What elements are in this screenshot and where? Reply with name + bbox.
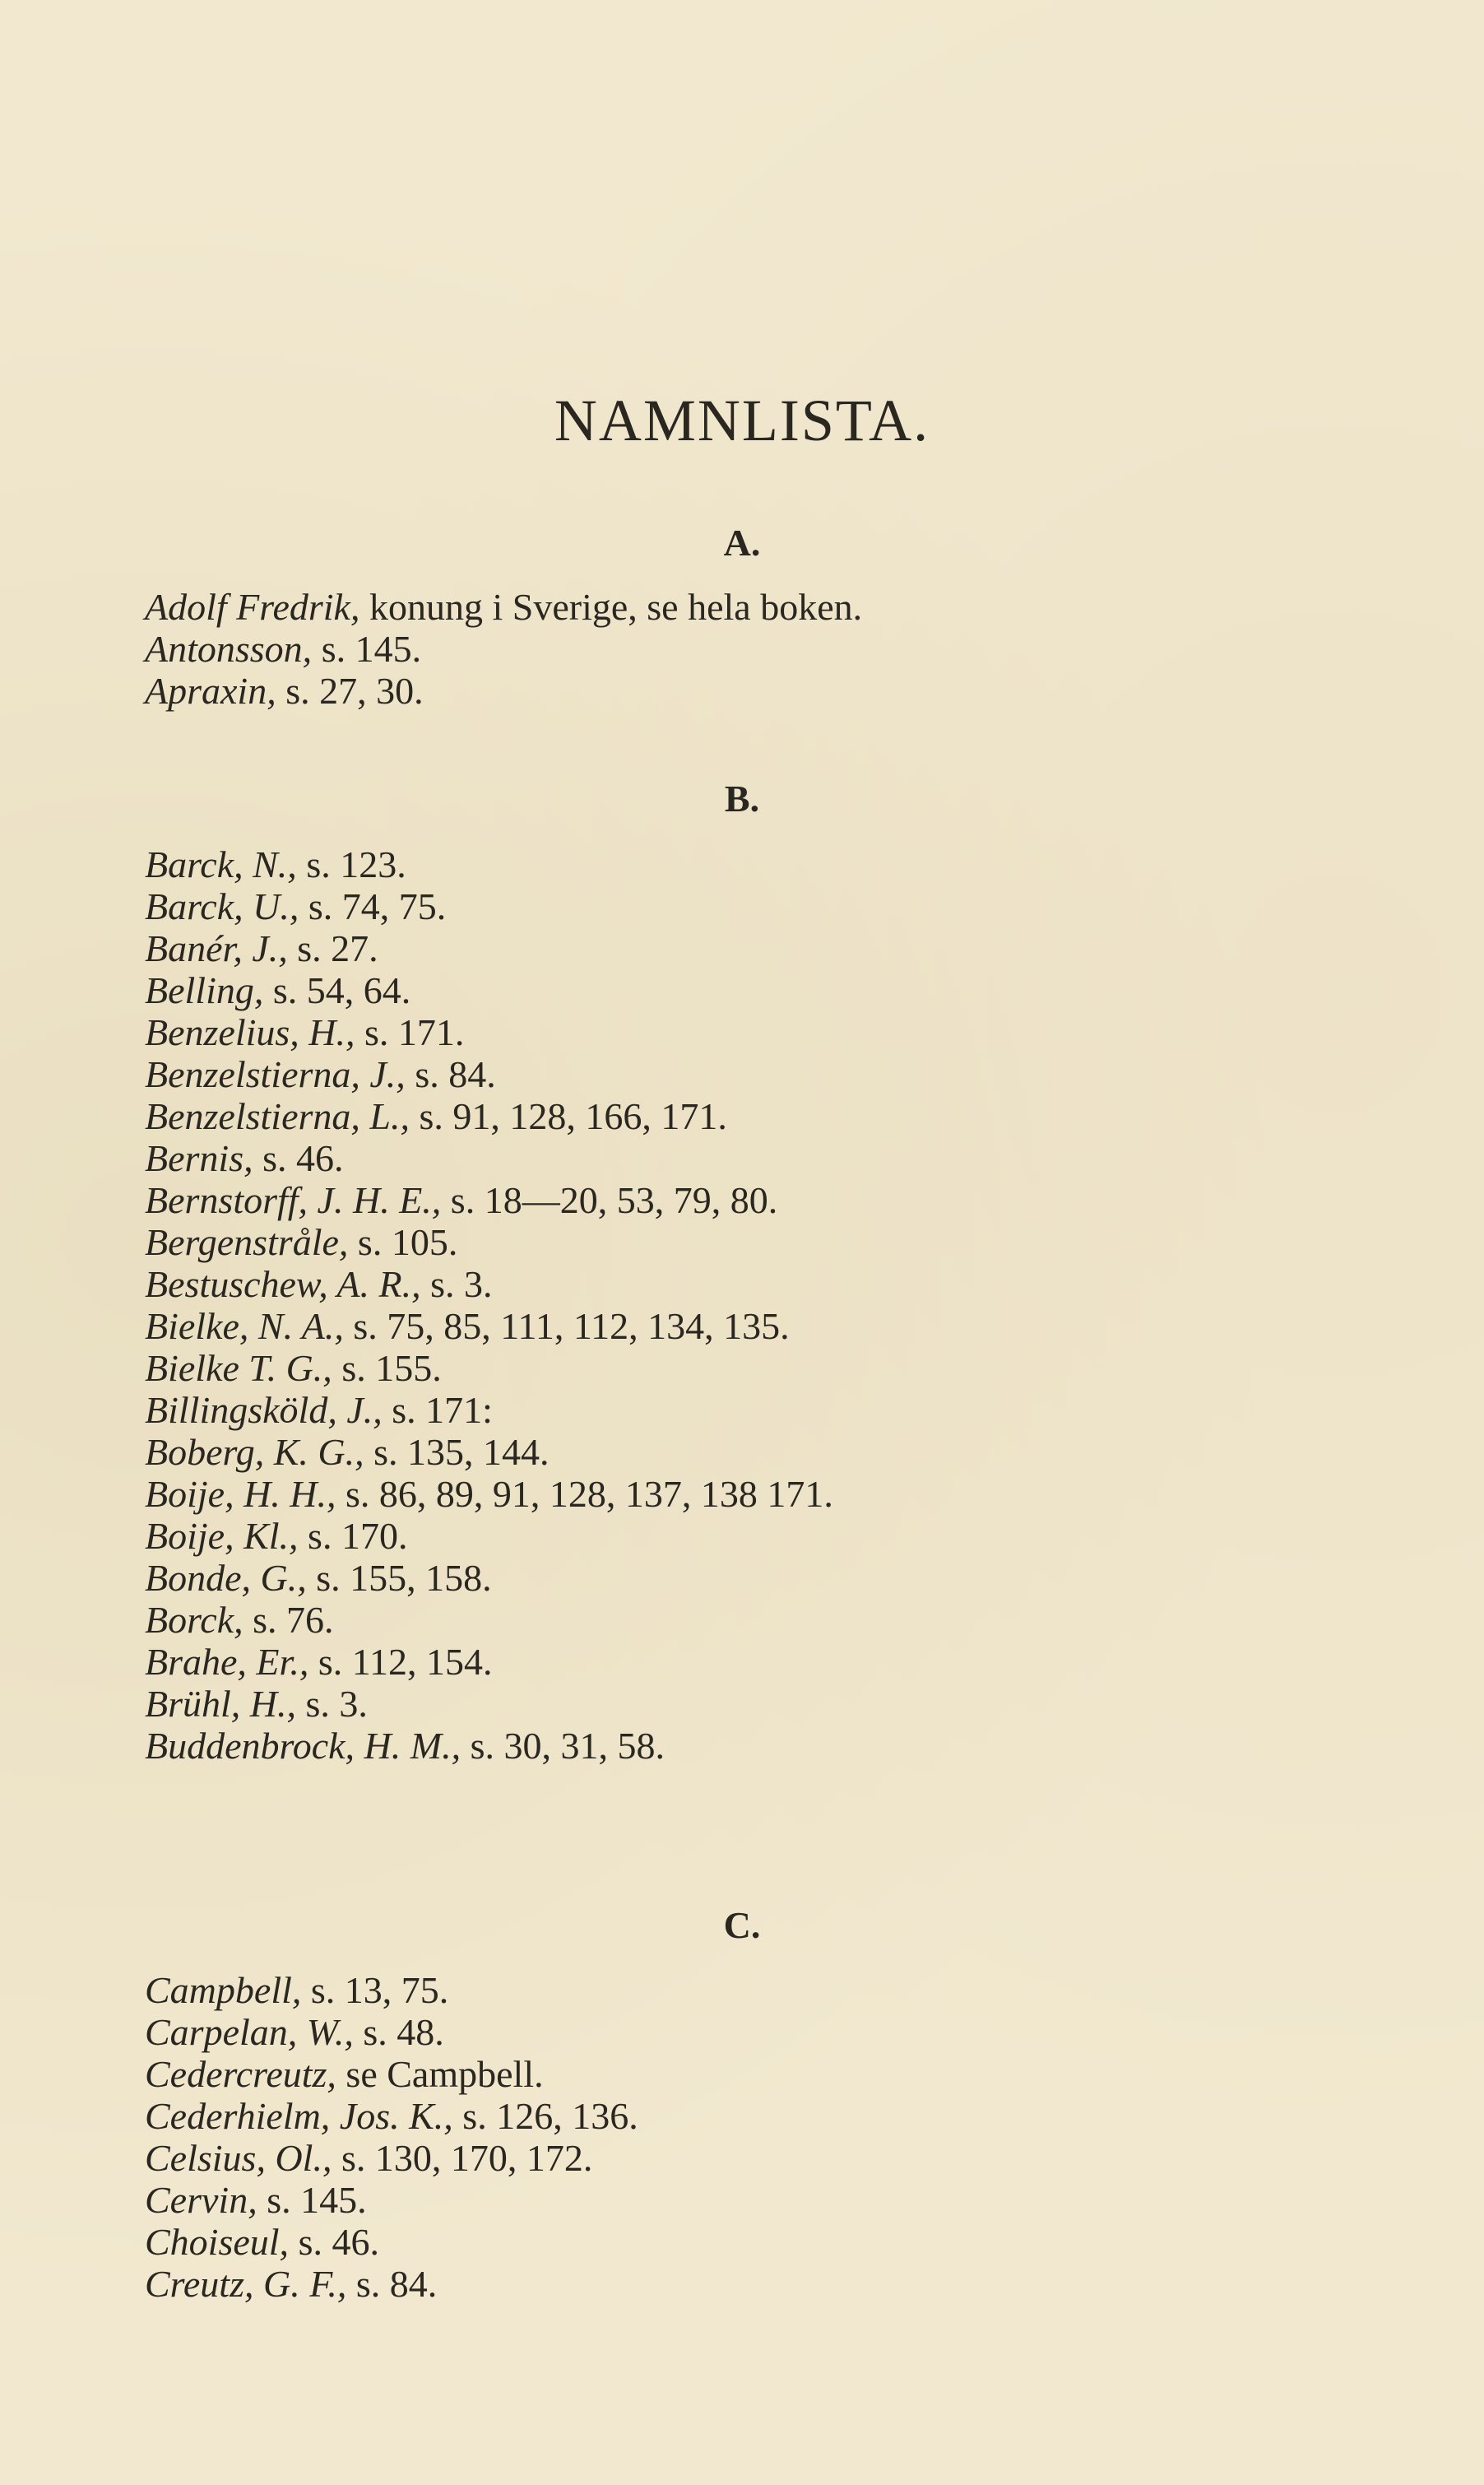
entry-name: Creutz, G. F., <box>145 2263 347 2305</box>
list-item <box>145 1969 638 2011</box>
entry-name: Bielke, N. A., <box>145 1305 344 1347</box>
list-item <box>145 2221 638 2263</box>
entry-ref: s. 48. <box>353 2011 444 2053</box>
entry-ref: s. 171: <box>382 1389 493 1431</box>
list-item <box>145 2011 638 2053</box>
entry-ref: s. 145. <box>312 628 422 670</box>
entry-name: Benzelstierna, L., <box>145 1095 410 1137</box>
list-item <box>145 1683 833 1725</box>
entry-name: Cederhielm, Jos. K., <box>145 2095 453 2137</box>
entry-ref: s. 84. <box>346 2263 438 2305</box>
list-item <box>145 1431 833 1473</box>
entry-name: Bernstorff, J. H. E., <box>145 1179 442 1221</box>
entry-ref: s. 155. <box>332 1347 442 1389</box>
list-item <box>145 1011 833 1053</box>
entry-name: Brahe, Er., <box>145 1641 309 1683</box>
entry-name: Cedercreutz, <box>145 2053 336 2095</box>
entry-ref: s. 135, 144. <box>364 1431 550 1473</box>
list-item <box>145 1053 833 1095</box>
entry-name: Antonsson, <box>145 628 313 670</box>
list-item <box>145 1179 833 1221</box>
list-item <box>145 2137 638 2179</box>
entry-name: Banér, J., <box>145 927 288 969</box>
entry-name: Benzelius, H., <box>145 1011 355 1053</box>
list-item <box>145 1725 833 1767</box>
entry-ref: s. 27. <box>287 927 378 969</box>
entry-name: Campbell, <box>145 1969 302 2011</box>
entry-name: Bielke T. G., <box>145 1347 332 1389</box>
entry-name: Bestuschew, A. R., <box>145 1263 421 1305</box>
entry-name: Boberg, K. G., <box>145 1431 364 1473</box>
page-title: NAMNLISTA. <box>554 388 930 453</box>
list-item <box>145 1557 833 1599</box>
entry-ref: s. 91, 128, 166, 171. <box>409 1095 727 1137</box>
entry-ref: s. 3. <box>296 1683 368 1725</box>
entry-ref: s. 126, 136. <box>452 2095 638 2137</box>
section-b-list <box>145 843 833 1767</box>
entry-ref: s. 30, 31, 58. <box>461 1725 665 1767</box>
entry-ref: s. 27, 30. <box>276 670 424 712</box>
entry-name: Choiseul, <box>145 2221 290 2263</box>
list-item <box>145 586 862 628</box>
entry-ref: s. 75, 85, 111, 112, 134, 135. <box>343 1305 790 1347</box>
list-item <box>145 2263 638 2305</box>
list-item <box>145 1641 833 1683</box>
entry-ref: s. 130, 170, 172. <box>332 2137 593 2179</box>
list-item <box>145 885 833 927</box>
entry-ref: s. 112, 154. <box>308 1641 493 1683</box>
entry-name: Barck, N., <box>145 843 297 885</box>
entry-ref: s. 74, 75. <box>299 885 447 927</box>
entry-ref: s. 86, 89, 91, 128, 137, 138 171. <box>336 1473 833 1515</box>
entry-name: Buddenbrock, H. M., <box>145 1725 461 1767</box>
section-a-list <box>145 586 862 712</box>
entry-name: Adolf Fredrik, <box>145 586 360 628</box>
entry-ref: s. 54, 64. <box>263 969 411 1011</box>
entry-name: Billingsköld, J., <box>145 1389 383 1431</box>
list-item <box>145 1221 833 1263</box>
list-item <box>145 1347 833 1389</box>
entry-ref: s. 170. <box>298 1515 408 1557</box>
list-item <box>145 628 862 670</box>
entry-name: Apraxin, <box>145 670 276 712</box>
list-item <box>145 843 833 885</box>
list-item <box>145 1095 833 1137</box>
entry-name: Bergenstråle, <box>145 1221 349 1263</box>
entry-ref: s. 171. <box>355 1011 465 1053</box>
list-item <box>145 1515 833 1557</box>
entry-name: Bonde, G., <box>145 1557 307 1599</box>
entry-ref: s. 84. <box>405 1053 496 1095</box>
list-item <box>145 1599 833 1641</box>
list-item <box>145 1305 833 1347</box>
entry-ref: s. 123. <box>296 843 406 885</box>
section-letter-a: A. <box>723 522 761 564</box>
entry-name: Boije, Kl., <box>145 1515 299 1557</box>
entry-ref: s. 46. <box>253 1137 344 1179</box>
list-item <box>145 927 833 969</box>
entry-name: Borck, <box>145 1599 243 1641</box>
entry-ref: se Campbell. <box>336 2053 544 2095</box>
entry-ref: s. 3. <box>420 1263 493 1305</box>
section-letter-c: C. <box>723 1904 761 1946</box>
list-item <box>145 670 862 712</box>
entry-ref: s. 13, 75. <box>301 1969 449 2011</box>
entry-ref: konung i Sverige, se hela boken. <box>359 586 863 628</box>
list-item <box>145 1473 833 1515</box>
entry-name: Brühl, H., <box>145 1683 296 1725</box>
list-item <box>145 969 833 1011</box>
list-item <box>145 1263 833 1305</box>
entry-name: Celsius, Ol., <box>145 2137 332 2179</box>
entry-ref: s. 155, 158. <box>306 1557 492 1599</box>
section-letter-b: B. <box>724 778 760 820</box>
list-item <box>145 2179 638 2221</box>
entry-name: Boije, H. H., <box>145 1473 336 1515</box>
section-c-list <box>145 1969 638 2305</box>
list-item <box>145 1389 833 1431</box>
entry-ref: s. 145. <box>257 2179 367 2221</box>
entry-name: Benzelstierna, J., <box>145 1053 406 1095</box>
entry-name: Cervin, <box>145 2179 257 2221</box>
entry-ref: s. 76. <box>243 1599 334 1641</box>
entry-name: Bernis, <box>145 1137 253 1179</box>
entry-name: Carpelan, W., <box>145 2011 354 2053</box>
list-item <box>145 1137 833 1179</box>
list-item <box>145 2053 638 2095</box>
list-item <box>145 2095 638 2137</box>
entry-name: Belling, <box>145 969 264 1011</box>
entry-ref: s. 105. <box>348 1221 458 1263</box>
entry-ref: s. 46. <box>289 2221 379 2263</box>
entry-ref: s. 18—20, 53, 79, 80. <box>441 1179 778 1221</box>
entry-name: Barck, U., <box>145 885 299 927</box>
